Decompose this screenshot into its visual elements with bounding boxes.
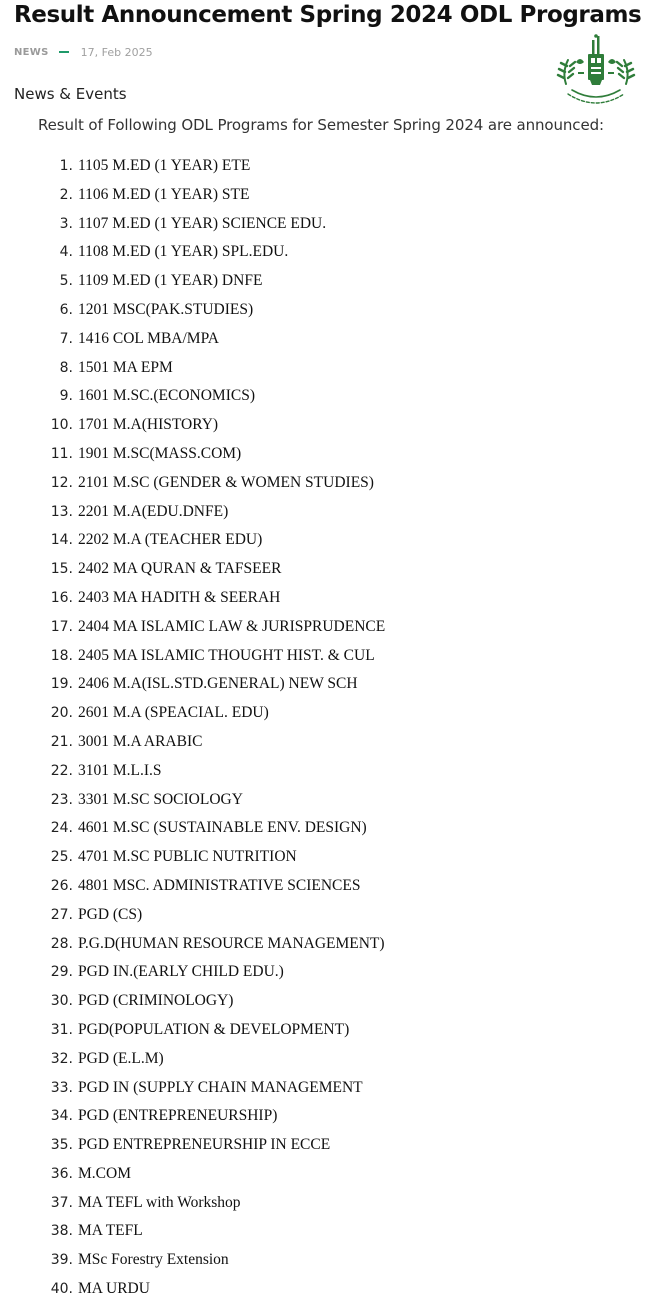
list-item-text: 1201 MSC(PAK.STUDIES) bbox=[78, 300, 254, 318]
list-item-number: 34. bbox=[50, 1108, 73, 1125]
list-item-number: 7. bbox=[59, 330, 73, 347]
list-item bbox=[0, 1189, 650, 1218]
list-item-text: 4601 M.SC (SUSTAINABLE ENV. DESIGN) bbox=[78, 819, 367, 837]
program-list bbox=[0, 152, 650, 1304]
list-item bbox=[0, 526, 650, 555]
list-item-text: MA URDU bbox=[78, 1280, 150, 1298]
list-item-number: 40. bbox=[50, 1281, 73, 1298]
list-item-number: 37. bbox=[50, 1194, 73, 1211]
post-date: 17, Feb 2025 bbox=[80, 45, 153, 59]
list-item-number: 20. bbox=[50, 705, 73, 722]
list-item-text: 2405 MA ISLAMIC THOUGHT HIST. & CUL bbox=[78, 646, 375, 664]
list-item-text: 1107 M.ED (1 YEAR) SCIENCE EDU. bbox=[78, 214, 327, 232]
list-item-text: 1108 M.ED (1 YEAR) SPL.EDU. bbox=[78, 243, 289, 261]
list-item-number: 1. bbox=[59, 158, 73, 174]
list-item-number: 26. bbox=[50, 877, 73, 894]
list-item-text: MA TEFL with Workshop bbox=[78, 1193, 241, 1211]
list-item-text: 4801 MSC. ADMINISTRATIVE SCIENCES bbox=[78, 876, 361, 894]
list-item bbox=[0, 1131, 650, 1160]
list-item-text: 1109 M.ED (1 YEAR) DNFE bbox=[78, 272, 263, 290]
list-item-number: 8. bbox=[59, 359, 73, 376]
list-item bbox=[0, 814, 650, 843]
list-item-number: 4. bbox=[59, 244, 73, 261]
list-item-text: 2406 M.A(ISL.STD.GENERAL) NEW SCH bbox=[78, 675, 358, 693]
list-item-number: 6. bbox=[59, 301, 73, 318]
list-item bbox=[0, 930, 650, 959]
list-item-text: MA TEFL bbox=[78, 1222, 143, 1240]
university-crest-icon bbox=[552, 32, 640, 108]
list-item-number: 15. bbox=[50, 561, 73, 578]
list-item-text: 3301 M.SC SOCIOLOGY bbox=[78, 790, 243, 808]
list-item-text: PGD ENTREPRENEURSHIP IN ECCE bbox=[78, 1136, 331, 1154]
list-item bbox=[0, 267, 650, 296]
list-item-text: PGD(POPULATION & DEVELOPMENT) bbox=[78, 1020, 350, 1038]
list-item bbox=[0, 210, 650, 239]
list-item-text: 1901 M.SC(MASS.COM) bbox=[78, 444, 242, 462]
meta-divider bbox=[59, 51, 69, 53]
list-item-text: 2601 M.A (SPEACIAL. EDU) bbox=[78, 704, 269, 722]
list-item-number: 18. bbox=[50, 647, 73, 664]
list-item-number: 29. bbox=[50, 964, 73, 981]
list-item bbox=[0, 1016, 650, 1045]
list-item bbox=[0, 786, 650, 815]
list-item-number: 11. bbox=[50, 445, 73, 462]
list-item bbox=[0, 440, 650, 469]
list-item bbox=[0, 958, 650, 987]
list-item-number: 3. bbox=[59, 215, 73, 232]
list-item-number: 27. bbox=[50, 906, 73, 923]
page-title: Result Announcement Spring 2024 ODL Programs bbox=[14, 2, 642, 28]
intro-text: Result of Following ODL Programs for Semester Spring 2024 are announced: bbox=[38, 116, 604, 134]
list-item-number: 30. bbox=[50, 993, 73, 1010]
list-item-number: 12. bbox=[50, 474, 73, 491]
list-item-text: PGD (CS) bbox=[78, 905, 143, 923]
list-item bbox=[0, 555, 650, 584]
list-item bbox=[0, 1074, 650, 1103]
list-item bbox=[0, 1045, 650, 1074]
list-item-text: 2403 MA HADITH & SEERAH bbox=[78, 588, 281, 606]
list-item-number: 35. bbox=[50, 1137, 73, 1154]
list-item-text: 2404 MA ISLAMIC LAW & JURISPRUDENCE bbox=[78, 617, 386, 635]
list-item-text: M.COM bbox=[78, 1164, 131, 1182]
list-item bbox=[0, 296, 650, 325]
list-item-text: 2202 M.A (TEACHER EDU) bbox=[78, 531, 263, 549]
list-item bbox=[0, 325, 650, 354]
section-label[interactable]: News & Events bbox=[14, 85, 127, 103]
list-item bbox=[0, 411, 650, 440]
list-item bbox=[0, 1160, 650, 1189]
list-item-number: 38. bbox=[50, 1223, 73, 1240]
list-item-number: 28. bbox=[50, 935, 73, 952]
list-item bbox=[0, 181, 650, 210]
list-item-number: 21. bbox=[50, 733, 73, 750]
list-item-number: 24. bbox=[50, 820, 73, 837]
list-item-text: 1105 M.ED (1 YEAR) ETE bbox=[78, 157, 251, 174]
list-item-number: 25. bbox=[50, 849, 73, 866]
list-item-number: 13. bbox=[50, 503, 73, 520]
list-item-text: 2201 M.A(EDU.DNFE) bbox=[78, 502, 229, 520]
list-item-text: 1501 MA EPM bbox=[78, 358, 173, 376]
list-item bbox=[0, 469, 650, 498]
category-link[interactable]: NEWS bbox=[14, 46, 49, 58]
list-item bbox=[0, 699, 650, 728]
list-item bbox=[0, 584, 650, 613]
list-item-number: 22. bbox=[50, 762, 73, 779]
list-item bbox=[0, 238, 650, 267]
list-item-text: PGD (E.L.M) bbox=[78, 1049, 164, 1067]
list-item-number: 2. bbox=[59, 186, 73, 203]
list-item-number: 14. bbox=[50, 532, 73, 549]
list-item-text: 3101 M.L.I.S bbox=[78, 761, 162, 779]
list-item-text: 1106 M.ED (1 YEAR) STE bbox=[78, 185, 250, 203]
list-item-number: 19. bbox=[50, 676, 73, 693]
list-item-text: 1416 COL MBA/MPA bbox=[78, 329, 219, 347]
list-item-number: 36. bbox=[50, 1165, 73, 1182]
list-item-number: 9. bbox=[59, 388, 73, 405]
list-item bbox=[0, 152, 650, 181]
list-item-number: 5. bbox=[59, 273, 73, 290]
list-item bbox=[0, 757, 650, 786]
list-item bbox=[0, 1102, 650, 1131]
list-item-number: 39. bbox=[50, 1252, 73, 1269]
list-item bbox=[0, 354, 650, 383]
list-item bbox=[0, 987, 650, 1016]
list-item-text: PGD (CRIMINOLOGY) bbox=[78, 992, 234, 1010]
list-item-text: 1601 M.SC.(ECONOMICS) bbox=[78, 387, 255, 405]
list-item-number: 32. bbox=[50, 1050, 73, 1067]
list-item bbox=[0, 382, 650, 411]
list-item bbox=[0, 1246, 650, 1275]
list-item bbox=[0, 1217, 650, 1246]
list-item-text: 2101 M.SC (GENDER & WOMEN STUDIES) bbox=[78, 473, 374, 491]
list-item bbox=[0, 498, 650, 527]
post-meta bbox=[14, 44, 153, 60]
list-item-text: 2402 MA QURAN & TAFSEER bbox=[78, 560, 282, 578]
list-item-number: 10. bbox=[50, 417, 73, 434]
list-item bbox=[0, 901, 650, 930]
list-item-text: MSc Forestry Extension bbox=[78, 1251, 229, 1269]
list-item bbox=[0, 670, 650, 699]
list-item bbox=[0, 1275, 650, 1304]
list-item-number: 23. bbox=[50, 791, 73, 808]
list-item-text: 4701 M.SC PUBLIC NUTRITION bbox=[78, 848, 297, 866]
list-item-text: 1701 M.A(HISTORY) bbox=[78, 416, 219, 434]
university-logo bbox=[552, 32, 640, 108]
list-item-text: P.G.D(HUMAN RESOURCE MANAGEMENT) bbox=[78, 934, 385, 952]
list-item bbox=[0, 613, 650, 642]
list-item-text: PGD (ENTREPRENEURSHIP) bbox=[78, 1107, 278, 1125]
list-item bbox=[0, 843, 650, 872]
list-item bbox=[0, 642, 650, 671]
list-item-text: 3001 M.A ARABIC bbox=[78, 732, 203, 750]
list-item bbox=[0, 728, 650, 757]
list-item-number: 17. bbox=[50, 618, 73, 635]
list-item-text: PGD IN (SUPPLY CHAIN MANAGEMENT bbox=[78, 1078, 363, 1096]
list-item-number: 33. bbox=[50, 1079, 73, 1096]
list-item-text: PGD IN.(EARLY CHILD EDU.) bbox=[78, 963, 284, 981]
list-item bbox=[0, 872, 650, 901]
list-item-number: 16. bbox=[50, 589, 73, 606]
list-item-number: 31. bbox=[50, 1021, 73, 1038]
